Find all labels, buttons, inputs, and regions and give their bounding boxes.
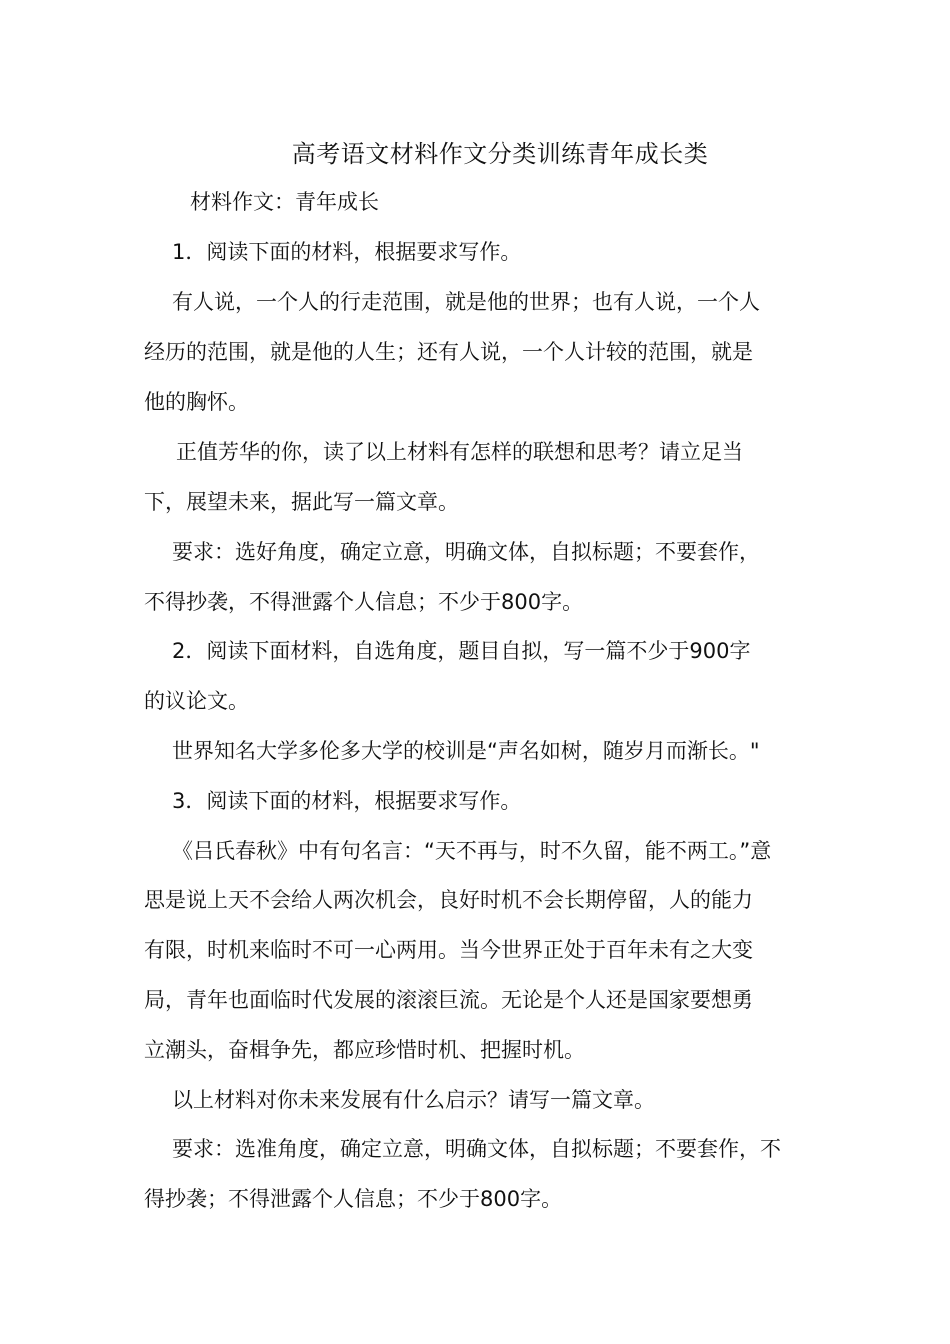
question-2-prompt: 2．阅读下面材料，自选角度，题目自拟，写一篇不少于900字 [172, 639, 751, 663]
section-heading: 材料作文：青年成长 [190, 190, 379, 214]
document-title: 高考语文材料作文分类训练青年成长类 [291, 140, 709, 168]
paragraph-line: 思是说上天不会给人两次机会，良好时机不会长期停留，人的能力 [144, 888, 753, 912]
paragraph-line: 下，展望未来，据此写一篇文章。 [144, 490, 459, 514]
question-3-prompt: 3．阅读下面的材料，根据要求写作。 [172, 789, 522, 813]
paragraph-line: 的议论文。 [144, 689, 249, 713]
paragraph-line: 有限，时机来临时不可一心两用。当今世界正处于百年未有之大变 [144, 938, 753, 962]
requirement-line: 要求：选准角度，确定立意，明确文体，自拟标题；不要套作，不 [172, 1137, 781, 1161]
paragraph-line: 局，青年也面临时代发展的滚滚巨流。无论是个人还是国家要想勇 [144, 988, 753, 1012]
paragraph-line: 立潮头，奋楫争先，都应珍惜时机、把握时机。 [144, 1038, 585, 1062]
requirement-line: 得抄袭；不得泄露个人信息；不少于800字。 [144, 1187, 563, 1211]
paragraph-line: 正值芳华的你，读了以上材料有怎样的联想和思考？请立足当 [176, 440, 743, 464]
paragraph-line: 世界知名大学多伦多大学的校训是“声名如树，随岁月而渐长。" [172, 739, 760, 763]
paragraph-line: 《吕氏春秋》中有句名言：“天不再与，时不久留，能不两工。”意 [172, 839, 772, 863]
question-1-prompt: 1．阅读下面的材料，根据要求写作。 [172, 240, 522, 264]
paragraph-line: 有人说，一个人的行走范围，就是他的世界；也有人说，一个人 [172, 290, 760, 314]
requirement-line: 要求：选好角度，确定立意，明确文体，自拟标题；不要套作， [172, 540, 760, 564]
requirement-line: 不得抄袭，不得泄露个人信息；不少于800字。 [144, 590, 584, 614]
paragraph-line: 他的胸怀。 [144, 390, 249, 414]
paragraph-line: 以上材料对你未来发展有什么启示？请写一篇文章。 [172, 1088, 655, 1112]
paragraph-line: 经历的范围，就是他的人生；还有人说，一个人计较的范围，就是 [144, 340, 753, 364]
